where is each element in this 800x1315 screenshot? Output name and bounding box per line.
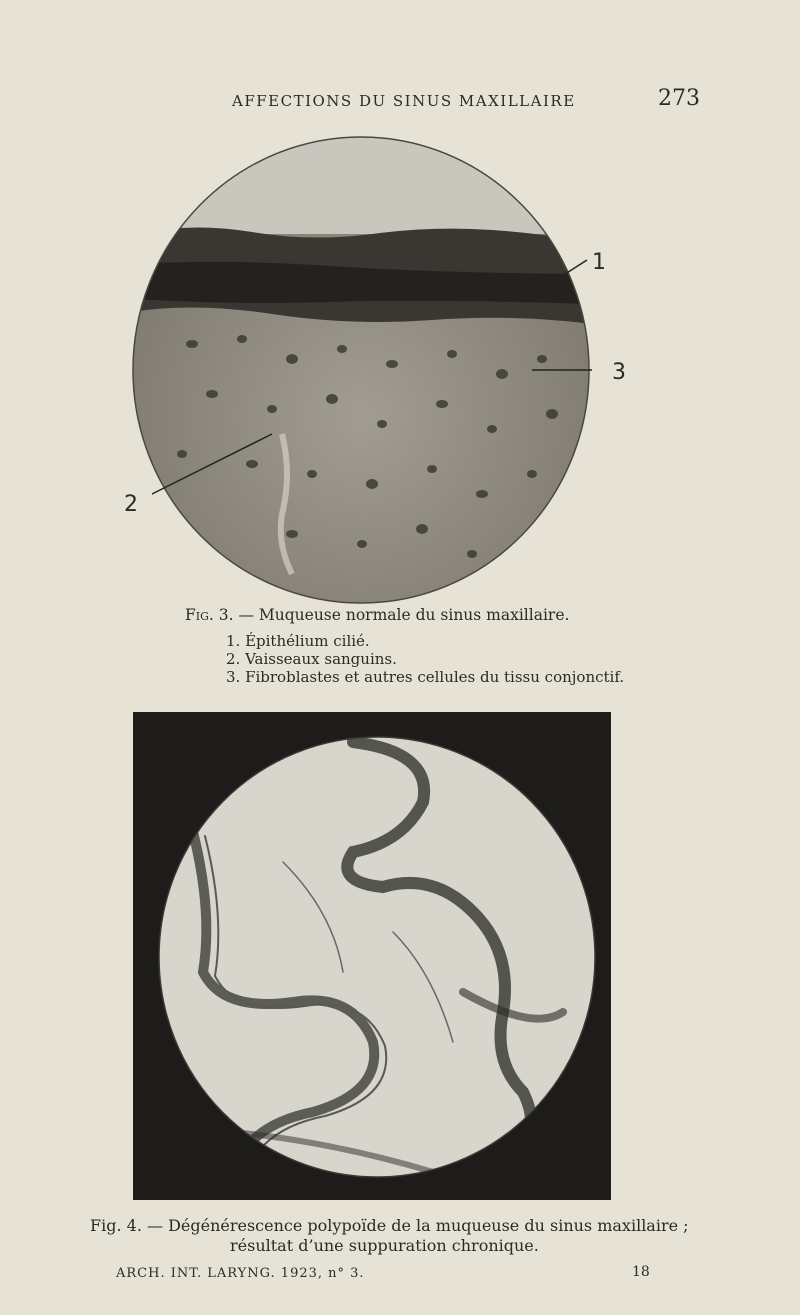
journal-footer: ARCH. INT. LARYNG. 1923, n° 3. (116, 1266, 365, 1281)
callout-3: 3 (612, 360, 626, 385)
figure-3-label: Fig. 3. (185, 606, 234, 624)
figure-4-micrograph (133, 712, 611, 1200)
figure-3-caption-text: — Muqueuse normale du sinus maxillaire. (233, 606, 570, 624)
figure-3-caption (185, 606, 569, 624)
legend-item: 3. Fibroblastes et autres cellules du tissu conjonctif. (226, 668, 625, 686)
figure-4-caption-line2: résultat d’une suppuration chronique. (230, 1236, 539, 1255)
figure-3-legend (226, 632, 624, 686)
callout-1: 1 (592, 250, 606, 275)
signature-mark: 18 (632, 1264, 650, 1280)
figure-4-caption (90, 1216, 690, 1256)
callout-2: 2 (124, 492, 138, 517)
figure-3-micrograph (132, 134, 592, 604)
page-number: 273 (658, 86, 700, 111)
running-title: AFFECTIONS DU SINUS MAXILLAIRE (232, 92, 576, 110)
legend-item: 1. Épithélium cilié. (226, 632, 370, 650)
legend-item: 2. Vaisseaux sanguins. (226, 650, 397, 668)
figure-4-caption-line1: Fig. 4. — Dégénérescence polypoïde de la muqueuse du sinus maxillaire ; (90, 1216, 689, 1235)
